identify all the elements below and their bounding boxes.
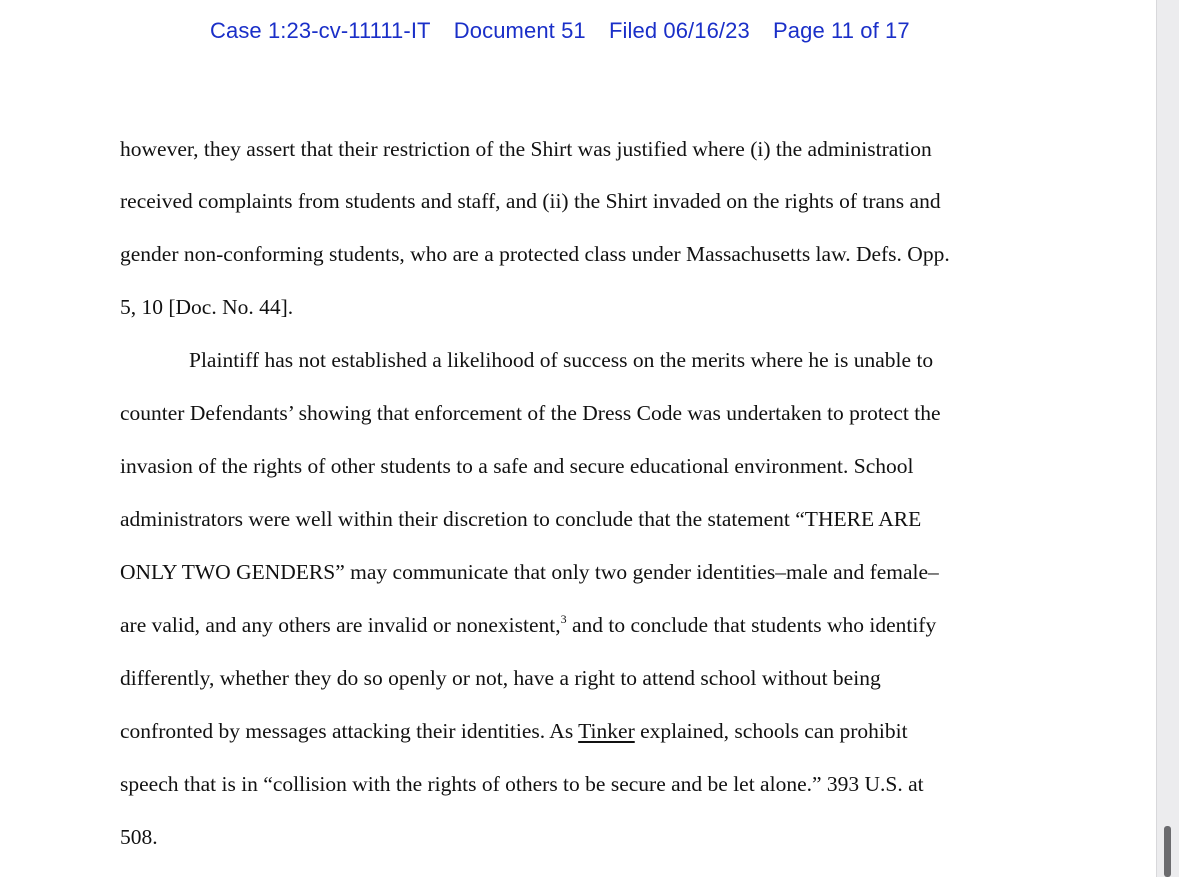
text-line: 5, 10 [Doc. No. 44]. [120,295,294,319]
text-line: gender non-conforming students, who are a protected class under Massachusetts law. Defs. Opp. [120,242,950,266]
text-line: counter Defendants’ showing that enforcement of the Dress Code was undertaken to protect the [120,401,941,425]
text-line: received complaints from students and staff, and (ii) the Shirt invaded on the rights of trans and [120,189,941,213]
scrollbar-thumb[interactable] [1164,826,1171,877]
text-line: invasion of the rights of other students to a safe and secure educational environment. School [120,454,914,478]
text-line: however, they assert that their restriction of the Shirt was justified where (i) the administration [120,137,932,161]
text-line: administrators were well within their discretion to conclude that the statement “THERE ARE [120,507,922,531]
text-line: differently, whether they do so openly or not, have a right to attend school without being [120,666,881,690]
text-line [120,612,936,638]
text-segment: confronted by messages attacking their identities. As [120,719,579,743]
text-line: ONLY TWO GENDERS” may communicate that only two gender identities–male and female– [120,560,939,584]
text-line: 508. [120,825,158,849]
ecf-header [210,18,910,44]
text-segment: are valid, and any others are invalid or nonexistent, [120,613,561,637]
filed-date: Filed 06/16/23 [608,18,750,43]
text-segment: explained, schools can prohibit [634,719,908,743]
footnote-reference[interactable]: 3 [560,612,567,626]
text-segment: and to conclude that students who identify [566,613,937,637]
vertical-scrollbar[interactable] [1156,0,1179,877]
text-line [120,718,908,744]
text-line: Plaintiff has not established a likelihood of success on the merits where he is unable to [189,348,934,372]
case-citation-tinker: Tinker [578,719,635,743]
page-count: Page 11 of 17 [773,18,910,43]
case-number: Case 1:23-cv-11111-IT [210,18,431,43]
text-line: speech that is in “collision with the rights of others to be secure and be let alone.” 393 U.S. at [120,772,924,796]
document-number: Document 51 [453,18,586,43]
